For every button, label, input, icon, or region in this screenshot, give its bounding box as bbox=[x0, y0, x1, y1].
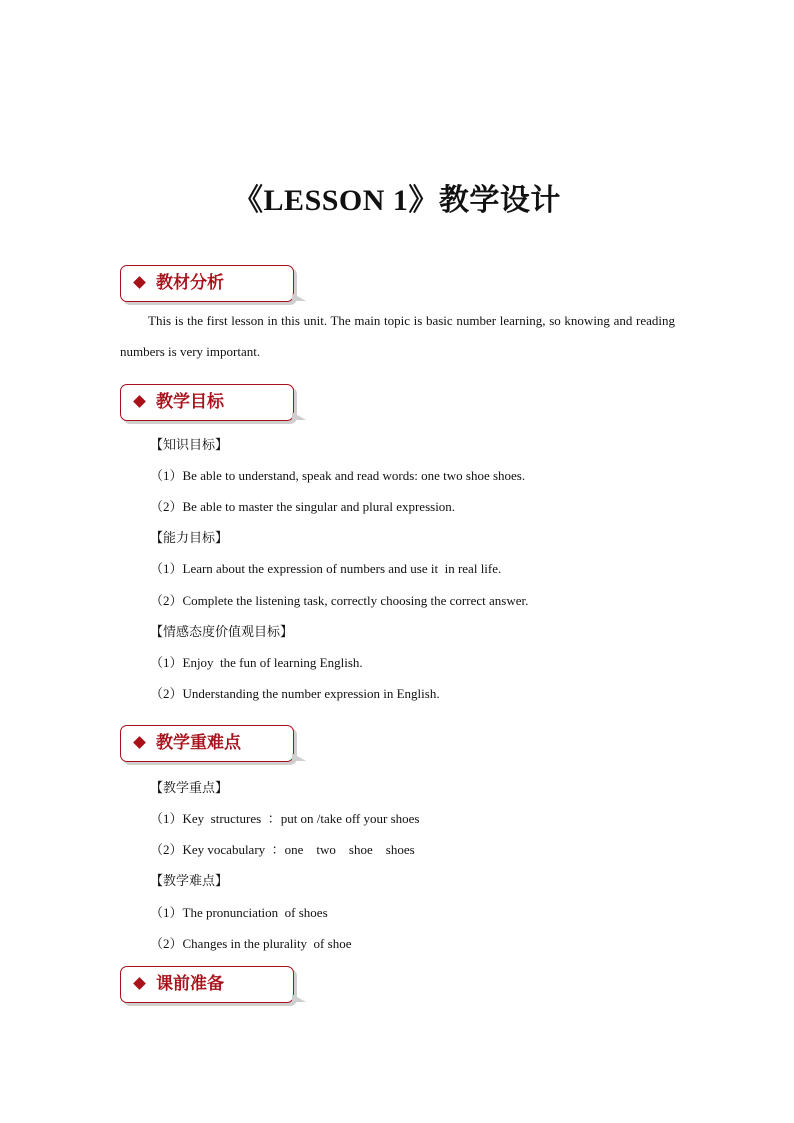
knowledge-item-1: （1）Be able to understand, speak and read words: one two shoe shoes. bbox=[150, 468, 526, 483]
section-tail bbox=[292, 412, 306, 420]
ability-label: 【能力目标】 bbox=[150, 530, 229, 545]
knowledge-item-2: （2）Be able to master the singular and plural expression. bbox=[150, 499, 456, 514]
section-tail bbox=[292, 994, 306, 1002]
section-heading: 教材分析 bbox=[156, 273, 224, 292]
materials-text: This is the first lesson in this unit. The main topic is basic number learning, so knowing and reading numbers is very important. bbox=[120, 313, 675, 359]
emotion-item-2: （2）Understanding the number expression in English. bbox=[150, 686, 440, 701]
ability-item-1: （1）Learn about the expression of numbers and use it in real life. bbox=[150, 561, 502, 576]
difficulty-label: 【教学难点】 bbox=[150, 873, 229, 888]
emotion-label: 【情感态度价值观目标】 bbox=[150, 624, 294, 639]
section-header-materials bbox=[120, 265, 306, 305]
focus-item-1: （1）Key structures ：put on /take off your shoes bbox=[150, 811, 420, 826]
section-heading: 课前准备 bbox=[156, 974, 224, 993]
knowledge-label: 【知识目标】 bbox=[150, 437, 229, 452]
section-header-key-points bbox=[120, 725, 306, 765]
emotion-item-1: （1）Enjoy the fun of learning English. bbox=[150, 655, 363, 670]
difficulty-item-1: （1）The pronunciation of shoes bbox=[150, 905, 328, 920]
section-header-preparation bbox=[120, 966, 306, 1006]
page-title: 《LESSON 1》教学设计 bbox=[233, 184, 561, 217]
section-heading: 教学目标 bbox=[156, 392, 224, 411]
section-tail bbox=[292, 293, 306, 301]
focus-label: 【教学重点】 bbox=[150, 780, 229, 795]
materials-paragraph bbox=[120, 305, 675, 367]
focus-item-2: （2）Key vocabulary ：one two shoe shoes bbox=[150, 842, 415, 857]
section-header-objectives bbox=[120, 384, 306, 424]
section-tail bbox=[292, 753, 306, 761]
difficulty-item-2: （2）Changes in the plurality of shoe bbox=[150, 936, 352, 951]
section-heading: 教学重难点 bbox=[156, 733, 241, 752]
ability-item-2: （2）Complete the listening task, correctly choosing the correct answer. bbox=[150, 593, 529, 608]
